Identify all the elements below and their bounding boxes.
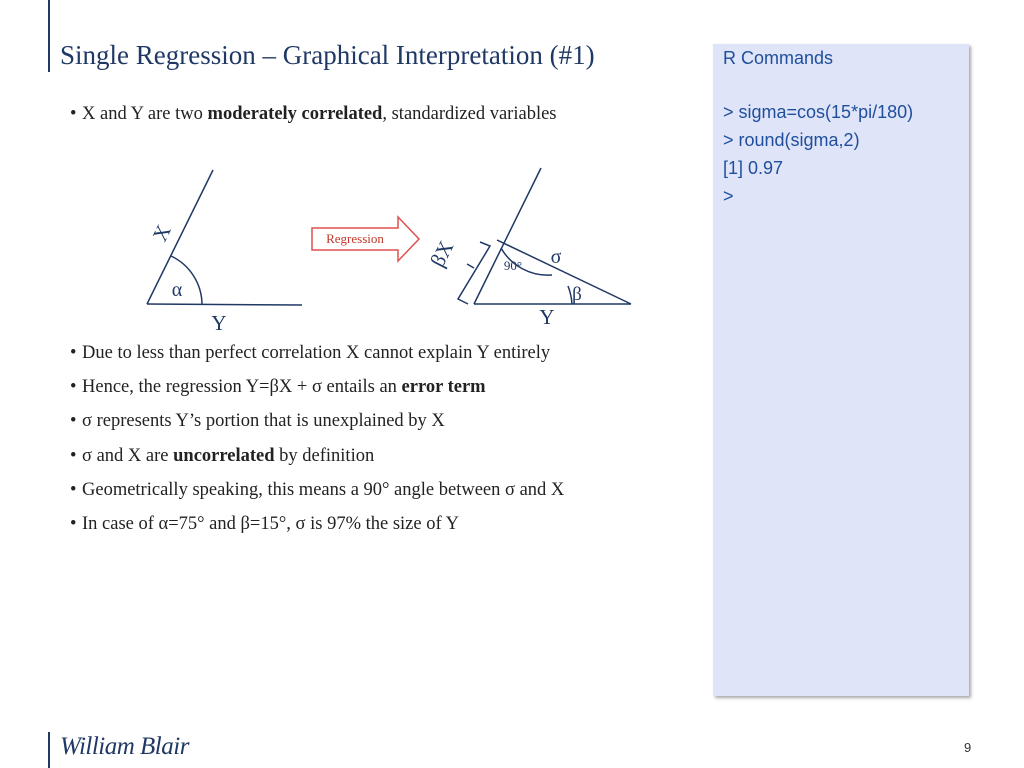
r-command-line: > sigma=cos(15*pi/180) (723, 102, 914, 122)
bullet-dot: • (70, 411, 77, 432)
bullet-item (70, 341, 550, 365)
bx-vector-line (474, 168, 541, 304)
alpha-label: α (171, 279, 183, 301)
bullet-text: σ represents Y’s portion that is unexplained by X (82, 411, 445, 432)
bullet-item (70, 409, 445, 433)
bullet-dot: • (70, 343, 77, 363)
sigma-label: σ (550, 246, 562, 268)
arrow-label: Regression (326, 231, 384, 246)
bullet-item (70, 444, 374, 468)
x-label: X (147, 220, 176, 246)
bullet-text: , standardized variables (382, 104, 557, 124)
bullet-item (70, 478, 564, 502)
r-commands-panel (713, 44, 969, 696)
bullet-item (70, 512, 459, 536)
y-label-left: Y (211, 311, 227, 335)
bullet-bold-text: error term (401, 377, 486, 398)
bullet-dot: • (70, 514, 77, 534)
bullet-dot: • (70, 445, 77, 466)
bullet-dot: • (70, 479, 77, 500)
y-label-right: Y (539, 305, 555, 329)
bullet-bold-text: moderately correlated (207, 104, 383, 124)
left-angle-figure (147, 170, 302, 335)
company-logo: William Blair (60, 733, 189, 760)
regression-arrow (312, 217, 419, 261)
bx-bracket (458, 242, 490, 304)
bx-bracket-tick (467, 264, 474, 268)
regression-diagram (0, 0, 700, 340)
bullet-text: by definition (274, 445, 375, 466)
bottom-accent-bar (48, 732, 50, 768)
bullet-item (70, 375, 486, 399)
bullet-text: X and Y are two (82, 104, 208, 124)
bullet-text: Hence, the regression Y=βX + σ entails an (82, 377, 402, 398)
bullet-dot: • (70, 104, 77, 124)
right-triangle-figure (425, 168, 631, 329)
right-angle-label: 90° (503, 258, 523, 273)
bullet-bold-text: uncorrelated (173, 445, 275, 466)
r-command-line: [1] 0.97 (723, 158, 784, 178)
r-commands-title: R Commands (723, 48, 834, 68)
page-number: 9 (964, 740, 972, 755)
beta-label: β (572, 284, 582, 305)
bullet-text: Geometrically speaking, this means a 90° angle between σ and X (82, 479, 565, 500)
r-command-line: > (723, 186, 734, 206)
bx-label: βX (425, 236, 459, 271)
bullet-text: In case of α=75° and β=15°, σ is 97% the size of Y (82, 514, 459, 534)
bullet-text: Due to less than perfect correlation X cannot explain Y entirely (82, 343, 551, 363)
slide-title: Single Regression – Graphical Interpretation (#1) (60, 40, 595, 70)
bullet-text: σ and X are (82, 445, 174, 466)
bullet-dot: • (70, 377, 77, 398)
y-vector-line (147, 304, 302, 305)
r-command-line: > round(sigma,2) (723, 130, 860, 150)
